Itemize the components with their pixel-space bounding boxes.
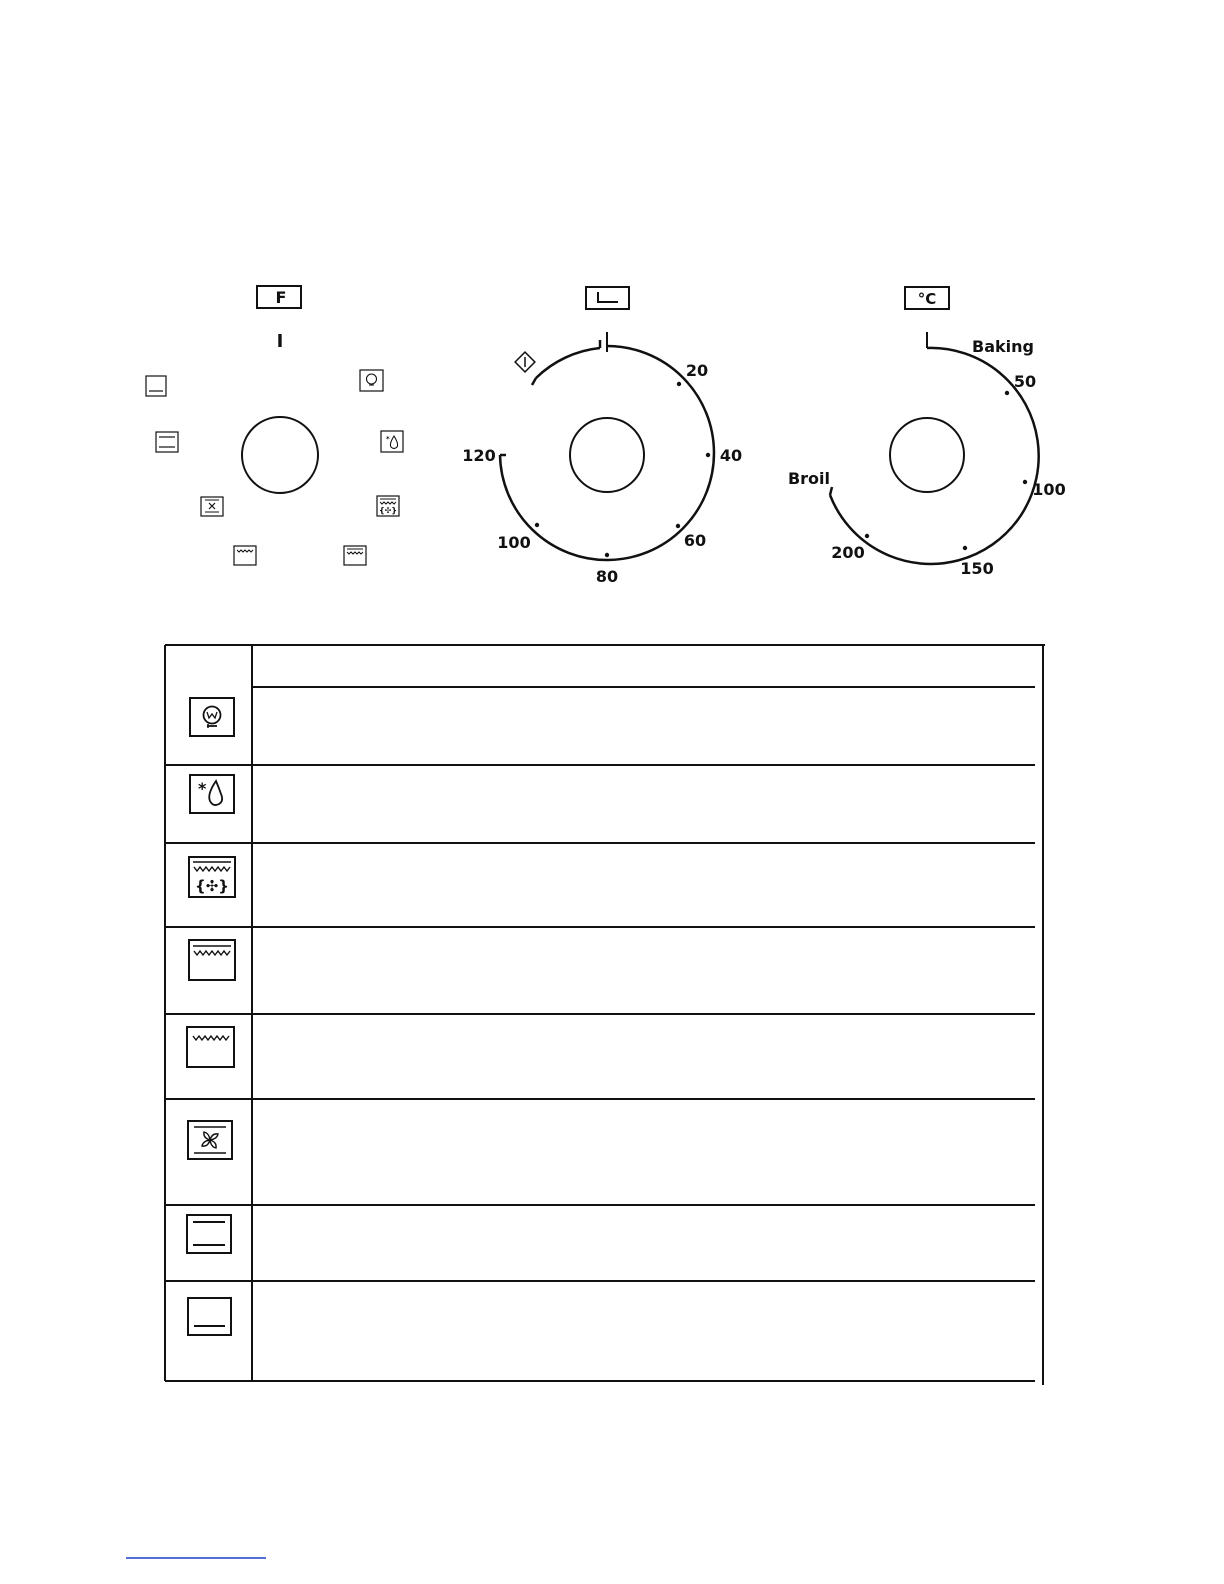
timer-dot bbox=[535, 523, 539, 527]
table-row-fan-oven-icon bbox=[188, 1121, 232, 1159]
timer-dot bbox=[676, 524, 680, 528]
svg-text:{✣}: {✣} bbox=[378, 506, 398, 515]
temperature-broil-label: Broil bbox=[787, 469, 831, 488]
timer-label-80: 80 bbox=[595, 567, 619, 586]
timer-label-20: 20 bbox=[685, 361, 709, 380]
temperature-scale-arc bbox=[830, 348, 1039, 564]
svg-text:*: * bbox=[386, 435, 390, 443]
grill-fan-icon bbox=[377, 496, 399, 516]
timer-label-40: 40 bbox=[719, 446, 743, 465]
double-grill-icon bbox=[344, 546, 366, 565]
table-row-double-grill-icon bbox=[189, 940, 235, 980]
table-row-single-grill-icon bbox=[187, 1027, 234, 1067]
temperature-label-100: 100 bbox=[1032, 480, 1066, 499]
timer-knob-group bbox=[462, 287, 742, 586]
table-row-defrost-icon bbox=[190, 775, 234, 813]
temperature-dot bbox=[1005, 391, 1009, 395]
conventional-oven-icon bbox=[156, 432, 178, 452]
table-row-conventional-oven-icon bbox=[187, 1215, 231, 1253]
single-grill-icon bbox=[234, 546, 256, 565]
temperature-knob[interactable] bbox=[890, 418, 964, 492]
table-row-grill-fan-icon bbox=[189, 857, 235, 897]
timer-scale-arc bbox=[500, 346, 714, 560]
temperature-title: °C bbox=[917, 290, 937, 308]
table-row-oven-lamp-icon bbox=[190, 698, 234, 736]
oven-lamp-icon bbox=[360, 370, 383, 391]
temperature-baking-label: Baking bbox=[972, 337, 1034, 356]
temperature-dot bbox=[963, 546, 967, 550]
temperature-dot bbox=[865, 534, 869, 538]
timer-label-60: 60 bbox=[683, 531, 707, 550]
timer-manual-arc bbox=[536, 348, 600, 378]
timer-label-120: 120 bbox=[462, 446, 496, 465]
timer-icon bbox=[597, 292, 618, 302]
table-row-bottom-heat-icon bbox=[188, 1298, 231, 1335]
bottom-heat-icon bbox=[146, 376, 166, 396]
timer-dot bbox=[677, 382, 681, 386]
temperature-label-200: 200 bbox=[831, 543, 865, 562]
temperature-dot bbox=[1023, 480, 1027, 484]
temperature-label-50: 50 bbox=[1013, 372, 1037, 391]
function-off-mark: I bbox=[276, 331, 284, 352]
svg-text:*: * bbox=[198, 779, 207, 798]
timer-dot bbox=[605, 553, 609, 557]
timer-manual-icon bbox=[515, 352, 535, 372]
svg-text:{✣}: {✣} bbox=[195, 877, 229, 895]
fan-oven-icon bbox=[201, 497, 223, 516]
timer-dot bbox=[706, 453, 710, 457]
function-knob[interactable] bbox=[242, 417, 318, 493]
timer-title-box bbox=[586, 287, 629, 309]
defrost-icon bbox=[381, 431, 403, 452]
function-table bbox=[165, 645, 1045, 1385]
timer-label-100: 100 bbox=[497, 533, 531, 552]
temperature-label-150: 150 bbox=[960, 559, 994, 578]
temperature-knob-group bbox=[788, 287, 1066, 578]
function-title: F bbox=[275, 288, 287, 307]
timer-knob[interactable] bbox=[570, 418, 644, 492]
function-knob-group bbox=[146, 286, 403, 565]
